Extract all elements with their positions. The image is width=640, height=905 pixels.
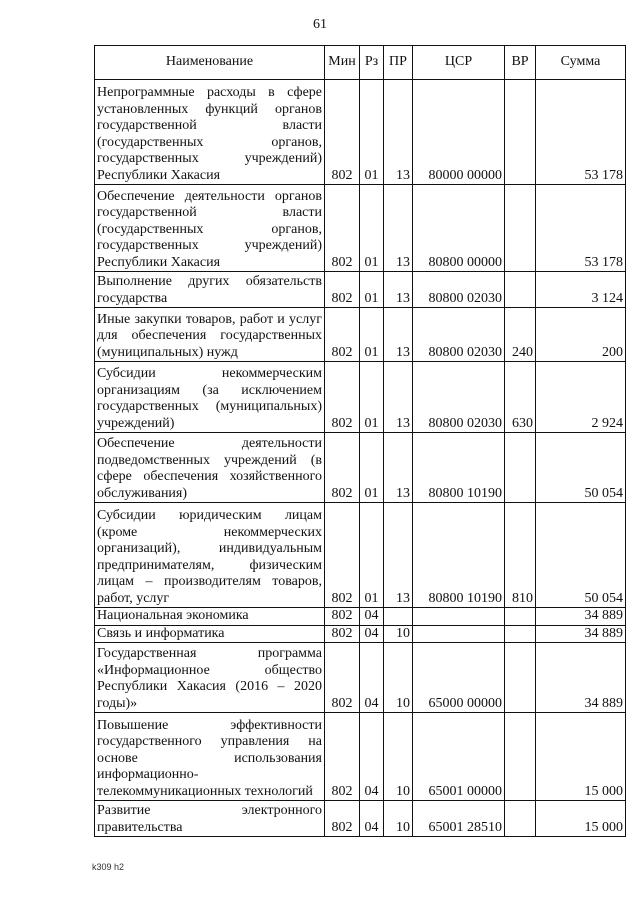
row-csr: 80800 00000	[413, 185, 505, 272]
row-name: Субсидии некоммерческим организациям (за исключением государственных (муниципальных) учреждений)	[95, 362, 325, 433]
row-sum: 50 054	[536, 503, 626, 608]
table-row	[95, 801, 626, 837]
header-pr: ПР	[384, 46, 413, 80]
header-min: Мин	[325, 46, 360, 80]
row-name: Иные закупки товаров, работ и услуг для обеспечения государственных (муниципальных) нужд	[95, 308, 325, 362]
row-sum: 53 178	[536, 185, 626, 272]
row-vr	[505, 713, 536, 801]
row-csr: 65001 00000	[413, 713, 505, 801]
row-pr: 13	[384, 503, 413, 608]
row-csr: 80800 10190	[413, 433, 505, 503]
row-sum: 34 889	[536, 625, 626, 643]
row-sum: 53 178	[536, 80, 626, 185]
row-min: 802	[325, 185, 360, 272]
row-min: 802	[325, 308, 360, 362]
row-pr: 13	[384, 362, 413, 433]
row-csr: 65000 00000	[413, 643, 505, 713]
table-row	[95, 503, 626, 608]
header-csr: ЦСР	[413, 46, 505, 80]
row-vr	[505, 272, 536, 308]
row-csr: 80800 02030	[413, 308, 505, 362]
row-rz: 04	[360, 801, 384, 837]
row-rz: 01	[360, 80, 384, 185]
row-name: Развитие электронного правительства	[95, 801, 325, 837]
row-pr: 13	[384, 272, 413, 308]
row-vr	[505, 801, 536, 837]
row-rz: 01	[360, 433, 384, 503]
row-rz: 01	[360, 308, 384, 362]
row-min: 802	[325, 713, 360, 801]
row-sum: 15 000	[536, 713, 626, 801]
row-rz: 04	[360, 643, 384, 713]
header-rz: Рз	[360, 46, 384, 80]
row-sum: 15 000	[536, 801, 626, 837]
header-vr: ВР	[505, 46, 536, 80]
table-row	[95, 80, 626, 185]
row-pr: 10	[384, 643, 413, 713]
row-min: 802	[325, 801, 360, 837]
row-vr	[505, 80, 536, 185]
footer-code: k309 h2	[92, 862, 125, 872]
row-rz: 04	[360, 625, 384, 643]
table-row	[95, 433, 626, 503]
row-rz: 01	[360, 362, 384, 433]
header-sum: Сумма	[536, 46, 626, 80]
row-pr: 10	[384, 625, 413, 643]
table-row	[95, 643, 626, 713]
row-csr	[413, 608, 505, 626]
row-sum: 34 889	[536, 608, 626, 626]
row-vr	[505, 608, 536, 626]
row-vr: 810	[505, 503, 536, 608]
row-name: Обеспечение деятельности подведомственных учреждений (в сфере обеспечения хозяйственного обслуживания)	[95, 433, 325, 503]
row-sum: 2 924	[536, 362, 626, 433]
row-min: 802	[325, 80, 360, 185]
table-row	[95, 308, 626, 362]
row-sum: 3 124	[536, 272, 626, 308]
row-pr: 10	[384, 713, 413, 801]
row-sum: 50 054	[536, 433, 626, 503]
row-vr: 240	[505, 308, 536, 362]
row-vr	[505, 433, 536, 503]
row-sum: 200	[536, 308, 626, 362]
row-rz: 04	[360, 713, 384, 801]
table-row	[95, 362, 626, 433]
row-name: Повышение эффективности государственного управления на основе использования информационно-телекоммуникационных технологий	[95, 713, 325, 801]
table-row	[95, 185, 626, 272]
budget-table	[94, 45, 626, 837]
row-pr	[384, 608, 413, 626]
row-csr: 80000 00000	[413, 80, 505, 185]
table-row	[95, 272, 626, 308]
row-pr: 13	[384, 433, 413, 503]
row-csr: 80800 02030	[413, 362, 505, 433]
row-min: 802	[325, 503, 360, 608]
row-pr: 13	[384, 80, 413, 185]
row-csr: 65001 28510	[413, 801, 505, 837]
row-vr	[505, 643, 536, 713]
page-number: 61	[313, 17, 327, 32]
row-pr: 13	[384, 308, 413, 362]
row-name: Связь и информатика	[95, 625, 325, 643]
row-rz: 01	[360, 503, 384, 608]
row-min: 802	[325, 433, 360, 503]
table-row	[95, 625, 626, 643]
table-row	[95, 608, 626, 626]
row-min: 802	[325, 643, 360, 713]
row-csr	[413, 625, 505, 643]
row-sum: 34 889	[536, 643, 626, 713]
row-name: Обеспечение деятельности органов государственной власти (государственных органов, государственных учреждений) Республики Хакасия	[95, 185, 325, 272]
row-min: 802	[325, 608, 360, 626]
row-rz: 04	[360, 608, 384, 626]
row-csr: 80800 02030	[413, 272, 505, 308]
row-name: Государственная программа «Информационное общество Республики Хакасия (2016 – 2020 годы)»	[95, 643, 325, 713]
row-rz: 01	[360, 185, 384, 272]
row-csr: 80800 10190	[413, 503, 505, 608]
table-header-row	[95, 46, 626, 80]
row-name: Национальная экономика	[95, 608, 325, 626]
header-name: Наименование	[95, 46, 325, 80]
row-name: Непрограммные расходы в сфере установленных функций органов государственной власти (государственных органов, государственных учреждений) Республики Хакасия	[95, 80, 325, 185]
table-row	[95, 713, 626, 801]
row-pr: 13	[384, 185, 413, 272]
row-pr: 10	[384, 801, 413, 837]
row-rz: 01	[360, 272, 384, 308]
row-name: Выполнение других обязательств государства	[95, 272, 325, 308]
row-min: 802	[325, 272, 360, 308]
row-vr: 630	[505, 362, 536, 433]
row-min: 802	[325, 362, 360, 433]
row-vr	[505, 625, 536, 643]
row-vr	[505, 185, 536, 272]
row-name: Субсидии юридическим лицам (кроме некоммерческих организаций), индивидуальным предпринимателям, физическим лицам – производителям товаров, работ, услуг	[95, 503, 325, 608]
row-min: 802	[325, 625, 360, 643]
